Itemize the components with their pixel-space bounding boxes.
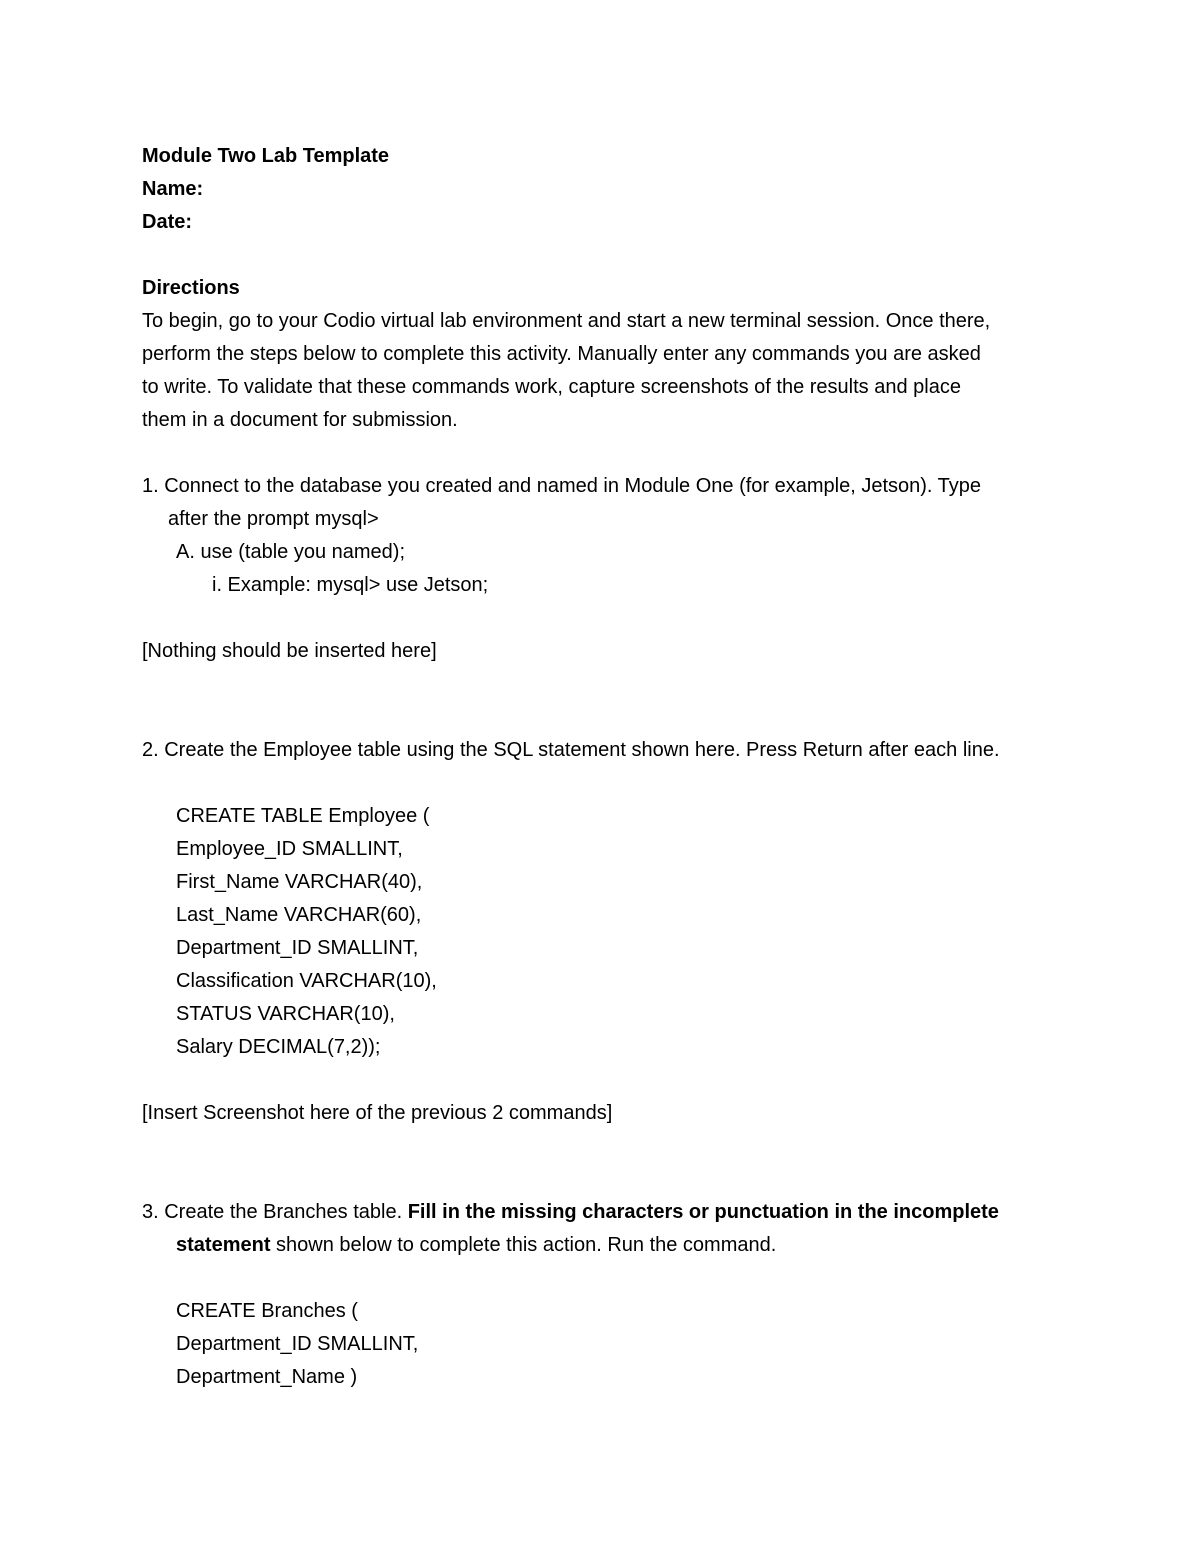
spacer: [142, 767, 1082, 800]
spacer: [142, 239, 1082, 272]
code-line: CREATE Branches (: [176, 1300, 358, 1322]
code-line: First_Name VARCHAR(40),: [176, 871, 423, 893]
step3-text: [142, 1196, 1082, 1229]
directions-line: them in a document for submission.: [142, 409, 458, 431]
code-line: Department_Name ): [176, 1366, 358, 1388]
spacer: [142, 701, 1082, 734]
document-page: [142, 140, 1082, 1394]
code-line: Department_ID SMALLINT,: [176, 1333, 419, 1355]
spacer: [142, 1130, 1082, 1163]
step3-rest: shown below to complete this action. Run the command.: [270, 1234, 777, 1256]
step1-substep-a: A. use (table you named);: [176, 541, 406, 563]
document-title: Module Two Lab Template: [142, 145, 390, 167]
step1-substep-i: i. Example: mysql> use Jetson;: [212, 574, 489, 596]
code-line: Salary DECIMAL(7,2));: [176, 1036, 381, 1058]
date-label: Date:: [142, 211, 193, 233]
step3-bold-word: statement: [176, 1234, 271, 1256]
spacer: [142, 668, 1082, 701]
step2-text: 2. Create the Employee table using the SQL statement shown here. Press Return after each line.: [142, 739, 1000, 761]
step2-placeholder: [Insert Screenshot here of the previous 2 commands]: [142, 1102, 613, 1124]
directions-heading: Directions: [142, 277, 240, 299]
step3-text-continued: [142, 1229, 1082, 1262]
spacer: [142, 1064, 1082, 1097]
spacer: [142, 1262, 1082, 1295]
step1-text: 1. Connect to the database you created and named in Module One (for example, Jetson). Type: [142, 475, 982, 497]
step3-prefix: 3. Create the Branches table.: [142, 1201, 408, 1223]
code-line: Employee_ID SMALLINT,: [176, 838, 403, 860]
step1-placeholder: [Nothing should be inserted here]: [142, 640, 437, 662]
step3-bold-instruction: Fill in the missing characters or punctuation in the incomplete: [407, 1201, 999, 1223]
step1-text-continued: after the prompt mysql>: [168, 508, 379, 530]
code-line: CREATE TABLE Employee (: [176, 805, 430, 827]
code-line: Classification VARCHAR(10),: [176, 970, 437, 992]
spacer: [142, 1163, 1082, 1196]
code-line: STATUS VARCHAR(10),: [176, 1003, 395, 1025]
name-label: Name:: [142, 178, 204, 200]
code-line: Last_Name VARCHAR(60),: [176, 904, 422, 926]
spacer: [142, 602, 1082, 635]
directions-line: To begin, go to your Codio virtual lab environment and start a new terminal session. Once there,: [142, 310, 991, 332]
spacer: [142, 437, 1082, 470]
directions-line: to write. To validate that these commands work, capture screenshots of the results and place: [142, 376, 961, 398]
directions-line: perform the steps below to complete this activity. Manually enter any commands you are asked: [142, 343, 981, 365]
code-line: Department_ID SMALLINT,: [176, 937, 419, 959]
